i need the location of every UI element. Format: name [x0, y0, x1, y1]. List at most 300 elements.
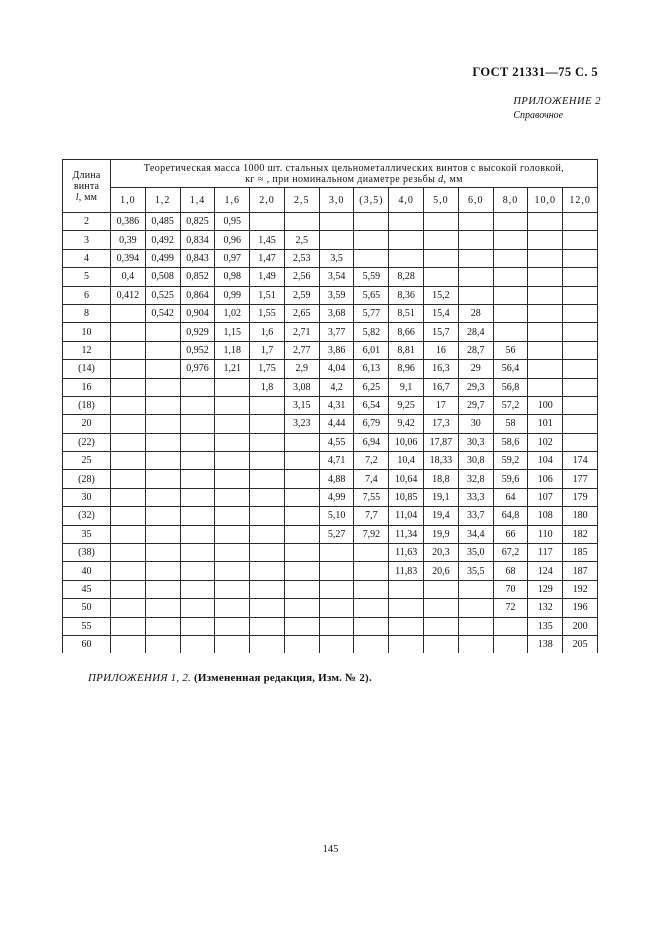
mass-cell	[111, 617, 146, 635]
mass-cell	[354, 544, 389, 562]
mass-cell	[493, 635, 528, 653]
table-row	[63, 213, 598, 231]
mass-cell: 0,976	[180, 360, 215, 378]
mass-cell	[389, 580, 424, 598]
mass-cell: 68	[493, 562, 528, 580]
mass-cell: 0,864	[180, 286, 215, 304]
mass-cell	[493, 286, 528, 304]
length-cell: 16	[63, 378, 111, 396]
mass-cell: 56,8	[493, 378, 528, 396]
table-row	[63, 323, 598, 341]
mass-cell: 117	[528, 544, 563, 562]
mass-cell	[458, 231, 493, 249]
mass-cell: 10,85	[389, 488, 424, 506]
mass-cell: 1,49	[250, 268, 285, 286]
mass-cell: 0,386	[111, 213, 146, 231]
diameter-header-row	[63, 188, 598, 213]
diameter-header-cell: 2,0	[250, 188, 285, 213]
mass-cell: 4,31	[319, 396, 354, 414]
screw-mass-table-body	[63, 213, 598, 654]
mass-cell: 0,508	[145, 268, 180, 286]
mass-cell	[563, 249, 598, 267]
mass-cell: 67,2	[493, 544, 528, 562]
diameter-header-cell: 6,0	[458, 188, 493, 213]
mass-cell	[145, 635, 180, 653]
mass-header-line1: Теоретическая масса 1000 шт. стальных цельнометаллических винтов с высокой головкой,	[143, 162, 565, 174]
mass-cell	[111, 396, 146, 414]
mass-cell: 7,7	[354, 507, 389, 525]
screw-mass-table	[62, 159, 598, 653]
mass-cell: 2,5	[284, 231, 319, 249]
mass-cell	[250, 452, 285, 470]
mass-cell	[180, 396, 215, 414]
mass-cell	[528, 268, 563, 286]
mass-cell	[319, 213, 354, 231]
mass-cell	[389, 231, 424, 249]
mass-cell	[458, 599, 493, 617]
table-row	[63, 231, 598, 249]
mass-cell	[145, 452, 180, 470]
mass-cell	[180, 617, 215, 635]
mass-header-line2-suffix: , мм	[443, 173, 463, 185]
mass-cell: 15,4	[424, 304, 459, 322]
mass-cell	[284, 562, 319, 580]
mass-cell: 33,7	[458, 507, 493, 525]
mass-cell: 30,8	[458, 452, 493, 470]
table-row	[63, 396, 598, 414]
mass-cell: 16	[424, 341, 459, 359]
mass-cell	[180, 470, 215, 488]
diameter-header-cell: 1,2	[145, 188, 180, 213]
mass-cell: 4,71	[319, 452, 354, 470]
mass-cell	[215, 562, 250, 580]
mass-cell: 19,1	[424, 488, 459, 506]
mass-cell: 1,47	[250, 249, 285, 267]
mass-cell	[493, 268, 528, 286]
mass-cell	[180, 433, 215, 451]
mass-cell	[284, 599, 319, 617]
mass-cell: 9,42	[389, 415, 424, 433]
mass-cell	[493, 213, 528, 231]
length-cell: 10	[63, 323, 111, 341]
mass-cell	[145, 433, 180, 451]
mass-cell: 5,59	[354, 268, 389, 286]
mass-cell	[250, 213, 285, 231]
mass-cell: 0,98	[215, 268, 250, 286]
mass-cell: 6,94	[354, 433, 389, 451]
table-row	[63, 433, 598, 451]
mass-cell: 57,2	[493, 396, 528, 414]
mass-cell	[284, 452, 319, 470]
mass-cell: 185	[563, 544, 598, 562]
mass-cell	[215, 617, 250, 635]
mass-cell	[145, 488, 180, 506]
mass-cell	[215, 433, 250, 451]
mass-cell	[389, 635, 424, 653]
mass-cell	[563, 304, 598, 322]
mass-cell	[563, 360, 598, 378]
length-cell: 4	[63, 249, 111, 267]
mass-cell	[528, 231, 563, 249]
mass-cell	[284, 488, 319, 506]
mass-cell: 30,3	[458, 433, 493, 451]
mass-cell: 3,5	[319, 249, 354, 267]
footnote-revision: (Измененная редакция, Изм. № 2).	[194, 672, 372, 684]
mass-cell: 3,59	[319, 286, 354, 304]
mass-cell: 34,4	[458, 525, 493, 543]
mass-cell: 59,2	[493, 452, 528, 470]
mass-cell	[424, 580, 459, 598]
length-cell: 2	[63, 213, 111, 231]
mass-cell	[284, 470, 319, 488]
diameter-header-cell: 8,0	[493, 188, 528, 213]
mass-cell	[145, 580, 180, 598]
mass-cell: 0,99	[215, 286, 250, 304]
mass-cell: 8,66	[389, 323, 424, 341]
mass-cell: 2,53	[284, 249, 319, 267]
length-cell: 40	[63, 562, 111, 580]
mass-cell: 1,8	[250, 378, 285, 396]
mass-cell: 1,18	[215, 341, 250, 359]
mass-cell: 0,542	[145, 304, 180, 322]
mass-cell	[563, 396, 598, 414]
mass-cell	[563, 268, 598, 286]
length-cell: 25	[63, 452, 111, 470]
length-symbol: l	[75, 191, 79, 203]
mass-cell	[250, 433, 285, 451]
mass-cell: 6,54	[354, 396, 389, 414]
mass-cell: 205	[563, 635, 598, 653]
mass-cell: 104	[528, 452, 563, 470]
mass-cell: 0,834	[180, 231, 215, 249]
table-row	[63, 341, 598, 359]
mass-cell: 1,75	[250, 360, 285, 378]
length-header-line1: Длина	[72, 169, 101, 181]
mass-cell	[319, 617, 354, 635]
mass-cell	[284, 635, 319, 653]
mass-cell: 3,23	[284, 415, 319, 433]
diameter-symbol: d	[438, 173, 444, 185]
mass-cell	[215, 415, 250, 433]
mass-cell: 29,7	[458, 396, 493, 414]
mass-cell: 0,4	[111, 268, 146, 286]
mass-cell: 20,6	[424, 562, 459, 580]
mass-cell: 64,8	[493, 507, 528, 525]
mass-cell	[111, 562, 146, 580]
length-cell: 55	[63, 617, 111, 635]
mass-cell	[111, 304, 146, 322]
mass-cell	[563, 433, 598, 451]
diameter-header-cell: 5,0	[424, 188, 459, 213]
mass-cell: 11,63	[389, 544, 424, 562]
mass-cell: 2,65	[284, 304, 319, 322]
mass-cell	[250, 580, 285, 598]
mass-cell	[111, 452, 146, 470]
mass-cell	[354, 599, 389, 617]
diameter-header-cell: 4,0	[389, 188, 424, 213]
mass-cell: 1,45	[250, 231, 285, 249]
mass-cell	[354, 580, 389, 598]
mass-cell: 0,825	[180, 213, 215, 231]
mass-cell: 132	[528, 599, 563, 617]
mass-cell	[215, 396, 250, 414]
mass-cell: 0,852	[180, 268, 215, 286]
table-row	[63, 635, 598, 653]
table-row	[63, 580, 598, 598]
mass-cell	[111, 507, 146, 525]
mass-cell: 32,8	[458, 470, 493, 488]
mass-cell: 19,9	[424, 525, 459, 543]
mass-cell: 3,08	[284, 378, 319, 396]
mass-cell: 9,1	[389, 378, 424, 396]
mass-cell: 8,96	[389, 360, 424, 378]
mass-cell	[458, 249, 493, 267]
mass-cell: 11,34	[389, 525, 424, 543]
mass-cell	[458, 580, 493, 598]
length-header-line2: винта	[73, 180, 100, 192]
mass-cell	[215, 525, 250, 543]
mass-cell: 8,81	[389, 341, 424, 359]
mass-cell	[145, 378, 180, 396]
mass-cell: 16,7	[424, 378, 459, 396]
mass-cell	[458, 268, 493, 286]
mass-cell: 1,15	[215, 323, 250, 341]
mass-cell	[528, 378, 563, 396]
mass-cell	[145, 323, 180, 341]
length-unit: , мм	[78, 191, 98, 203]
mass-cell: 5,82	[354, 323, 389, 341]
mass-cell: 20,3	[424, 544, 459, 562]
mass-cell	[145, 470, 180, 488]
length-cell: 60	[63, 635, 111, 653]
mass-cell: 0,97	[215, 249, 250, 267]
mass-cell: 56,4	[493, 360, 528, 378]
mass-cell	[389, 249, 424, 267]
mass-cell: 1,6	[250, 323, 285, 341]
diameter-header-cell: (3,5)	[354, 188, 389, 213]
mass-cell	[145, 562, 180, 580]
mass-cell: 0,952	[180, 341, 215, 359]
length-cell: 3	[63, 231, 111, 249]
length-cell: 5	[63, 268, 111, 286]
mass-cell	[354, 213, 389, 231]
mass-cell	[354, 249, 389, 267]
mass-cell: 0,904	[180, 304, 215, 322]
mass-cell: 6,79	[354, 415, 389, 433]
mass-cell: 4,99	[319, 488, 354, 506]
mass-cell: 29	[458, 360, 493, 378]
mass-cell: 3,86	[319, 341, 354, 359]
mass-cell: 124	[528, 562, 563, 580]
mass-cell: 5,65	[354, 286, 389, 304]
mass-cell: 7,2	[354, 452, 389, 470]
mass-header-line2: кг ≈ , при номинальном диаметре резьбы	[245, 173, 439, 185]
mass-cell: 138	[528, 635, 563, 653]
mass-cell	[424, 635, 459, 653]
mass-cell	[250, 488, 285, 506]
mass-cell: 106	[528, 470, 563, 488]
mass-cell: 16,3	[424, 360, 459, 378]
mass-cell: 66	[493, 525, 528, 543]
mass-cell	[145, 507, 180, 525]
mass-cell	[250, 617, 285, 635]
mass-cell	[424, 617, 459, 635]
mass-cell: 30	[458, 415, 493, 433]
mass-cell	[319, 599, 354, 617]
table-row	[63, 507, 598, 525]
mass-cell	[111, 378, 146, 396]
mass-cell	[458, 635, 493, 653]
mass-cell: 2,71	[284, 323, 319, 341]
mass-cell	[284, 580, 319, 598]
mass-cell	[493, 249, 528, 267]
appendix-block	[513, 95, 601, 123]
standard-reference: ГОСТ 21331—75 С. 5	[472, 65, 598, 79]
mass-cell: 8,51	[389, 304, 424, 322]
mass-cell	[493, 231, 528, 249]
mass-cell: 0,492	[145, 231, 180, 249]
mass-cell: 129	[528, 580, 563, 598]
mass-cell: 7,4	[354, 470, 389, 488]
appendix-subtitle: Справочное	[513, 110, 564, 122]
mass-cell	[389, 617, 424, 635]
diameter-header-cell: 2,5	[284, 188, 319, 213]
length-cell: (28)	[63, 470, 111, 488]
mass-column-group-header	[111, 160, 598, 188]
mass-cell	[215, 470, 250, 488]
mass-cell: 11,83	[389, 562, 424, 580]
mass-cell	[389, 599, 424, 617]
mass-cell	[180, 580, 215, 598]
mass-cell	[111, 488, 146, 506]
mass-cell: 0,929	[180, 323, 215, 341]
table-row	[63, 415, 598, 433]
mass-cell	[250, 396, 285, 414]
mass-cell: 4,44	[319, 415, 354, 433]
mass-cell	[215, 378, 250, 396]
mass-cell	[354, 231, 389, 249]
mass-cell: 10,06	[389, 433, 424, 451]
mass-cell: 11,04	[389, 507, 424, 525]
length-cell: 30	[63, 488, 111, 506]
mass-cell: 100	[528, 396, 563, 414]
mass-cell	[319, 635, 354, 653]
mass-cell: 6,13	[354, 360, 389, 378]
mass-cell: 10,4	[389, 452, 424, 470]
mass-cell	[250, 507, 285, 525]
mass-cell	[180, 635, 215, 653]
mass-cell	[111, 323, 146, 341]
mass-cell: 1,21	[215, 360, 250, 378]
mass-cell: 3,77	[319, 323, 354, 341]
mass-cell	[458, 617, 493, 635]
diameter-header-cell: 3,0	[319, 188, 354, 213]
mass-cell: 6,01	[354, 341, 389, 359]
mass-cell: 28,4	[458, 323, 493, 341]
mass-cell	[111, 599, 146, 617]
mass-cell	[250, 470, 285, 488]
length-cell: (32)	[63, 507, 111, 525]
mass-cell: 28,7	[458, 341, 493, 359]
mass-cell	[284, 213, 319, 231]
mass-cell	[215, 599, 250, 617]
mass-cell	[493, 323, 528, 341]
mass-cell	[215, 580, 250, 598]
mass-cell: 18,33	[424, 452, 459, 470]
mass-cell: 33,3	[458, 488, 493, 506]
mass-cell	[284, 544, 319, 562]
mass-cell: 9,25	[389, 396, 424, 414]
mass-cell	[284, 617, 319, 635]
mass-cell: 2,56	[284, 268, 319, 286]
mass-cell	[215, 488, 250, 506]
table-row	[63, 488, 598, 506]
mass-cell: 180	[563, 507, 598, 525]
mass-cell: 4,55	[319, 433, 354, 451]
mass-cell	[458, 286, 493, 304]
mass-cell	[111, 635, 146, 653]
mass-cell: 0,412	[111, 286, 146, 304]
mass-cell	[180, 562, 215, 580]
mass-cell: 107	[528, 488, 563, 506]
appendix-title: ПРИЛОЖЕНИЕ 2	[513, 96, 601, 107]
footnote-appendices: ПРИЛОЖЕНИЯ 1, 2.	[88, 672, 192, 684]
mass-cell: 0,843	[180, 249, 215, 267]
mass-cell	[145, 396, 180, 414]
mass-cell: 0,485	[145, 213, 180, 231]
mass-cell	[145, 415, 180, 433]
mass-cell	[528, 304, 563, 322]
length-cell: (22)	[63, 433, 111, 451]
mass-cell	[284, 433, 319, 451]
mass-cell	[180, 525, 215, 543]
table-row	[63, 525, 598, 543]
mass-cell: 7,92	[354, 525, 389, 543]
mass-cell	[528, 360, 563, 378]
mass-cell	[145, 360, 180, 378]
mass-cell	[493, 617, 528, 635]
mass-cell	[215, 544, 250, 562]
table-header-row	[63, 160, 598, 188]
mass-cell: 196	[563, 599, 598, 617]
mass-cell	[145, 599, 180, 617]
mass-cell	[424, 213, 459, 231]
mass-cell	[145, 617, 180, 635]
mass-cell: 70	[493, 580, 528, 598]
mass-cell	[528, 249, 563, 267]
mass-cell	[180, 507, 215, 525]
table-row	[63, 562, 598, 580]
mass-cell	[563, 341, 598, 359]
mass-cell	[528, 341, 563, 359]
mass-cell: 4,04	[319, 360, 354, 378]
diameter-header-cell: 12,0	[563, 188, 598, 213]
footnote	[88, 672, 372, 684]
mass-cell: 0,525	[145, 286, 180, 304]
mass-cell	[354, 617, 389, 635]
mass-cell	[111, 433, 146, 451]
table-row	[63, 286, 598, 304]
mass-cell	[319, 580, 354, 598]
table-row	[63, 378, 598, 396]
length-cell: 20	[63, 415, 111, 433]
mass-cell	[389, 213, 424, 231]
mass-cell	[250, 415, 285, 433]
table-row	[63, 452, 598, 470]
length-cell: (14)	[63, 360, 111, 378]
mass-cell: 182	[563, 525, 598, 543]
mass-cell: 8,28	[389, 268, 424, 286]
